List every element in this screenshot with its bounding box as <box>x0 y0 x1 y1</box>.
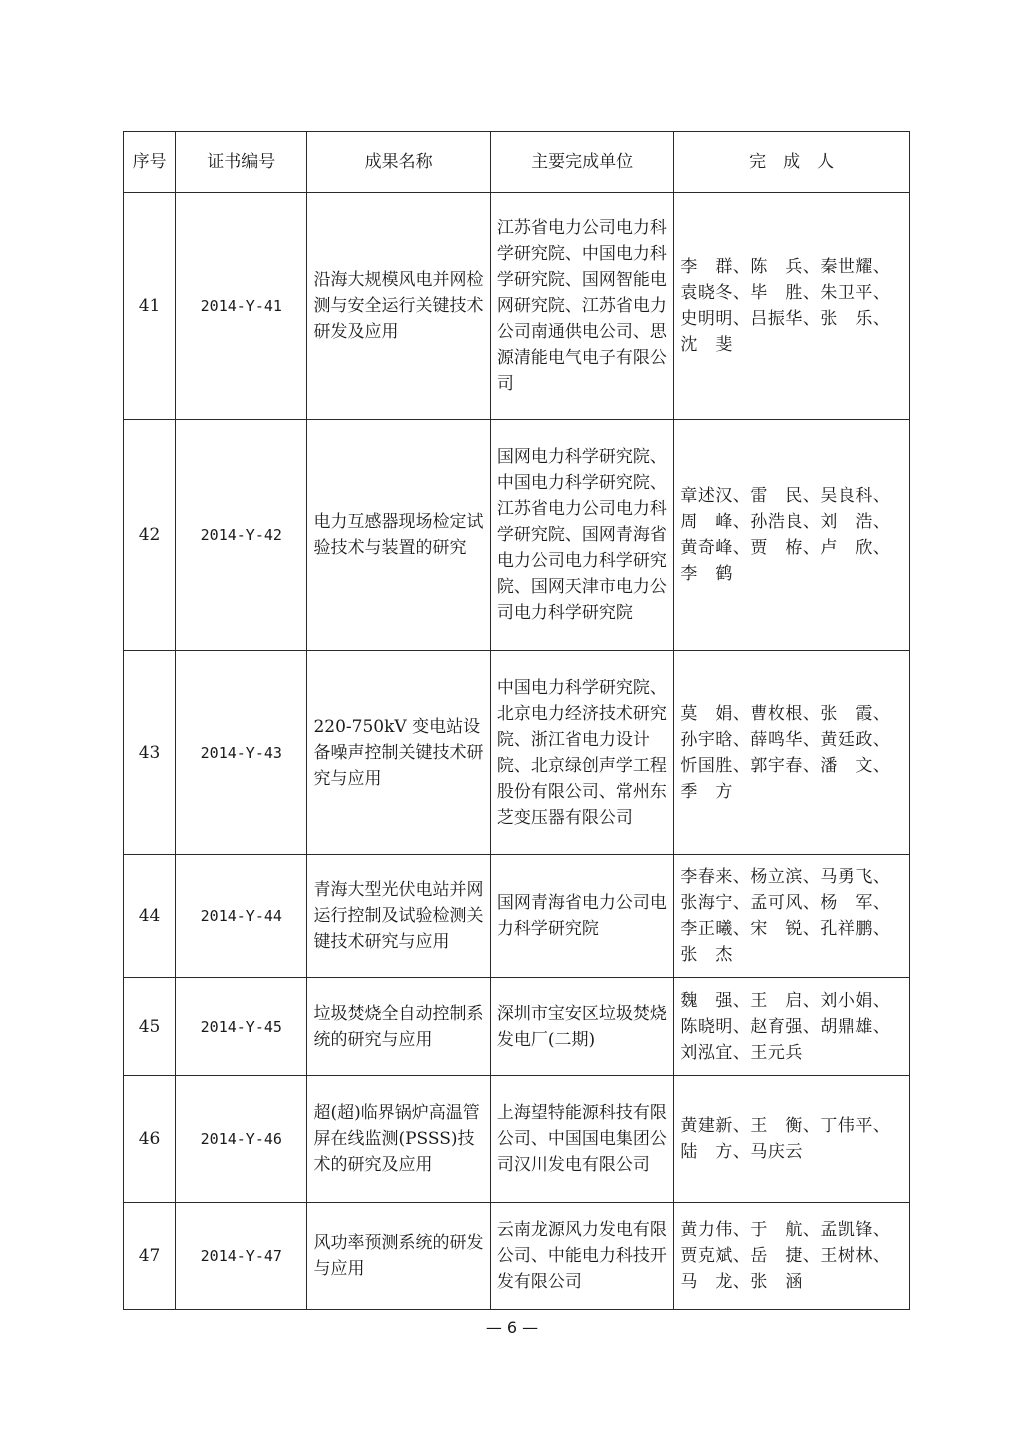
row-people: 莫 娟、曹枚根、张 霞、孙宇晗、薛鸣华、黄廷政、忻国胜、郭宇春、潘 文、季 方 <box>674 651 910 855</box>
row-cert: 2014-Y-47 <box>176 1203 307 1310</box>
row-seq: 47 <box>124 1203 176 1310</box>
row-cert: 2014-Y-41 <box>176 193 307 420</box>
row-people: 黄力伟、于 航、孟凯锋、贾克斌、岳 捷、王树林、马 龙、张 涵 <box>674 1203 910 1310</box>
row-name: 220-750kV 变电站设备噪声控制关键技术研究与应用 <box>307 651 490 855</box>
header-people: 完 成 人 <box>674 132 910 193</box>
row-seq: 42 <box>124 420 176 651</box>
row-cert: 2014-Y-45 <box>176 978 307 1076</box>
header-seq-label: 序号 <box>132 152 167 172</box>
row-cert: 2014-Y-44 <box>176 855 307 978</box>
header-seq <box>124 132 176 193</box>
table-row <box>124 651 910 855</box>
row-cert: 2014-Y-46 <box>176 1076 307 1203</box>
row-name: 风功率预测系统的研发与应用 <box>307 1203 490 1310</box>
table-row <box>124 978 910 1076</box>
page-number: — 6 — <box>485 1318 539 1337</box>
row-name: 青海大型光伏电站并网运行控制及试验检测关键技术研究与应用 <box>307 855 490 978</box>
row-unit: 国网青海省电力公司电力科学研究院 <box>490 855 673 978</box>
row-name: 垃圾焚烧全自动控制系统的研究与应用 <box>307 978 490 1076</box>
header-row <box>124 132 910 193</box>
header-unit: 主要完成单位 <box>490 132 673 193</box>
awards-table <box>123 131 910 1310</box>
row-name: 电力互感器现场检定试验技术与装置的研究 <box>307 420 490 651</box>
row-unit: 国网电力科学研究院、中国电力科学研究院、江苏省电力公司电力科学研究院、国网青海省电力公司电力科学研究院、国网天津市电力公司电力科学研究院 <box>490 420 673 651</box>
row-unit: 深圳市宝安区垃圾焚烧发电厂(二期) <box>490 978 673 1076</box>
row-seq: 44 <box>124 855 176 978</box>
table-row <box>124 1076 910 1203</box>
row-people: 章述汉、雷 民、吴良科、周 峰、孙浩良、刘 浩、黄奇峰、贾 栫、卢 欣、李 鹤 <box>674 420 910 651</box>
table-row <box>124 1203 910 1310</box>
header-name: 成果名称 <box>307 132 490 193</box>
row-cert: 2014-Y-43 <box>176 651 307 855</box>
row-unit: 上海望特能源科技有限公司、中国国电集团公司汉川发电有限公司 <box>490 1076 673 1203</box>
row-seq: 41 <box>124 193 176 420</box>
row-people: 黄建新、王 衡、丁伟平、陆 方、马庆云 <box>674 1076 910 1203</box>
row-people: 魏 强、王 启、刘小娟、陈晓明、赵育强、胡鼎雄、刘泓宜、王元兵 <box>674 978 910 1076</box>
row-name: 沿海大规模风电并网检测与安全运行关键技术研发及应用 <box>307 193 490 420</box>
table-header <box>124 132 910 193</box>
table-row <box>124 420 910 651</box>
row-name: 超(超)临界锅炉高温管屏在线监测(PSSS)技术的研究及应用 <box>307 1076 490 1203</box>
row-seq: 46 <box>124 1076 176 1203</box>
row-unit: 江苏省电力公司电力科学研究院、中国电力科学研究院、国网智能电网研究院、江苏省电力公司南通供电公司、思源清能电气电子有限公司 <box>490 193 673 420</box>
row-seq: 43 <box>124 651 176 855</box>
row-seq: 45 <box>124 978 176 1076</box>
header-cert: 证书编号 <box>176 132 307 193</box>
row-unit: 云南龙源风力发电有限公司、中能电力科技开发有限公司 <box>490 1203 673 1310</box>
row-people: 李 群、陈 兵、秦世耀、袁晓冬、毕 胜、朱卫平、史明明、吕振华、张 乐、沈 斐 <box>674 193 910 420</box>
table-body <box>124 193 910 1310</box>
row-cert: 2014-Y-42 <box>176 420 307 651</box>
row-unit: 中国电力科学研究院、北京电力经济技术研究院、浙江省电力设计院、北京绿创声学工程股份有限公司、常州东芝变压器有限公司 <box>490 651 673 855</box>
table-row <box>124 855 910 978</box>
row-people: 李春来、杨立滨、马勇飞、张海宁、孟可风、杨 军、李正曦、宋 锐、孔祥鹏、张 杰 <box>674 855 910 978</box>
table-row <box>124 193 910 420</box>
